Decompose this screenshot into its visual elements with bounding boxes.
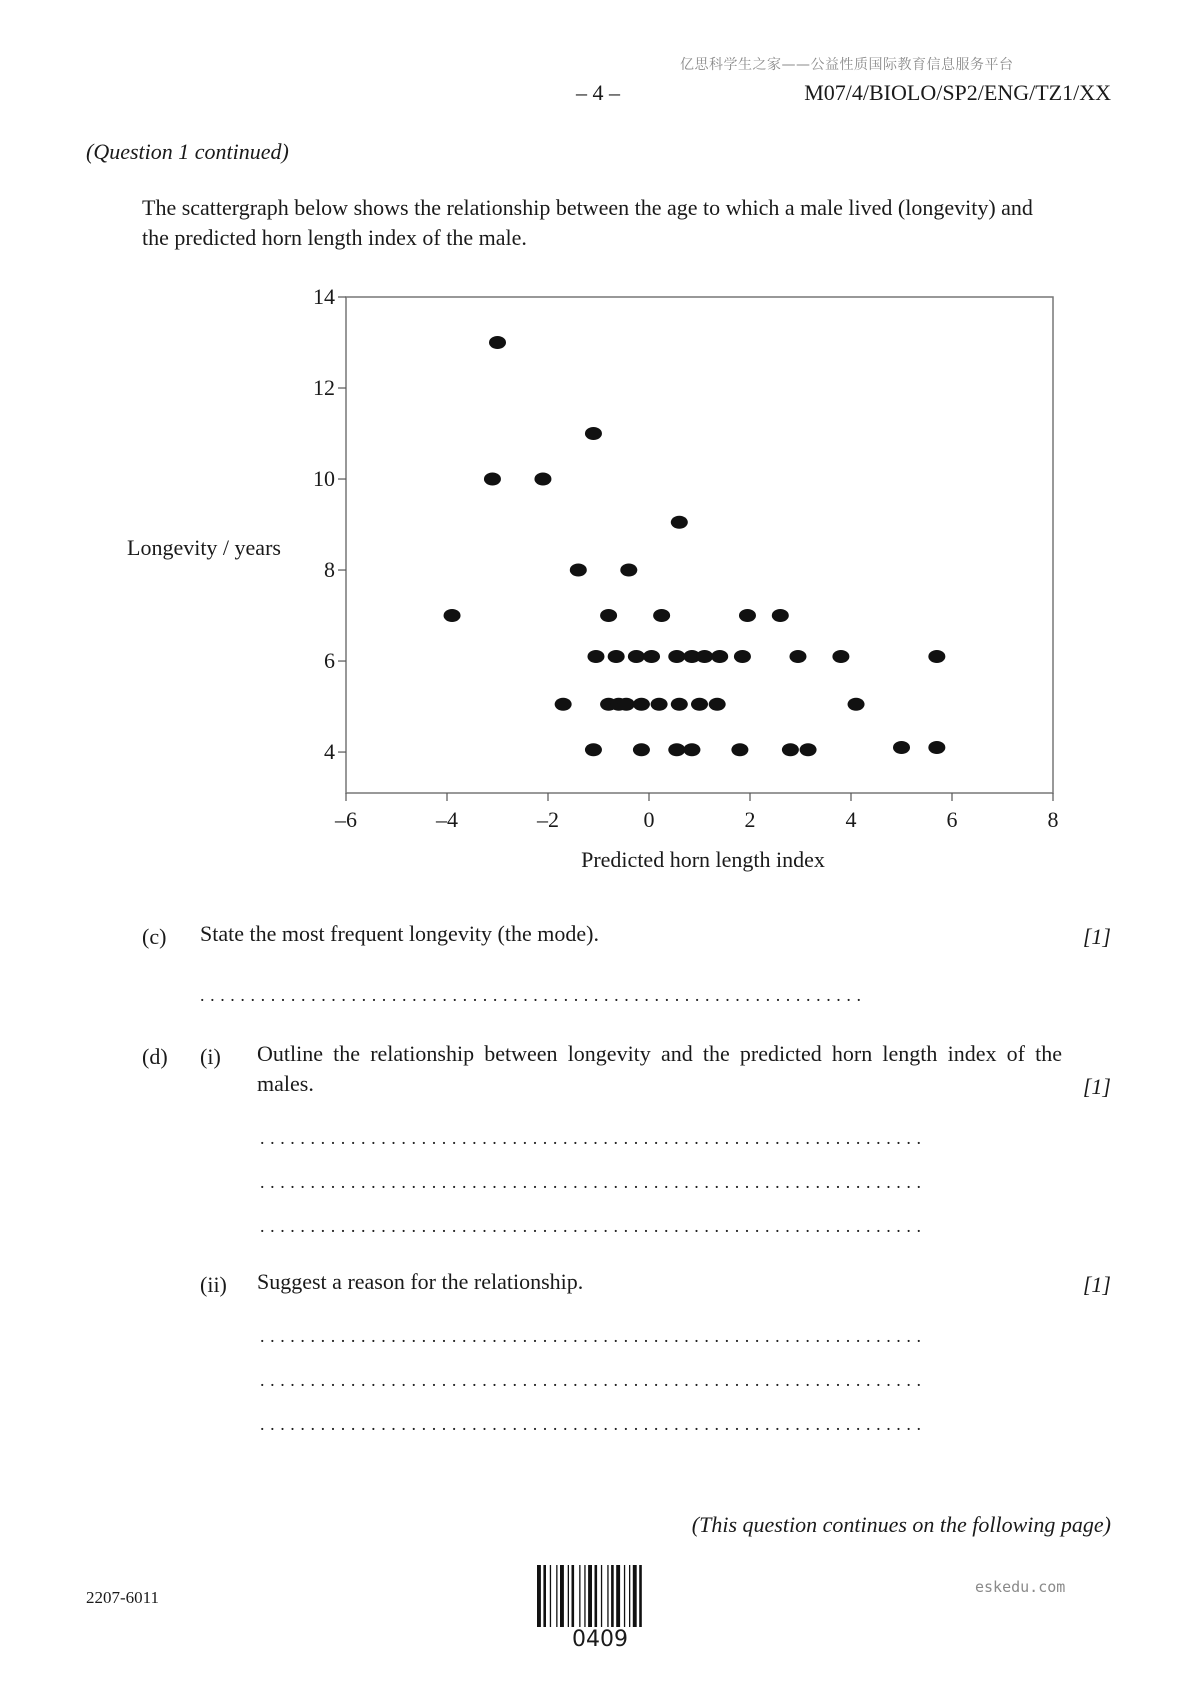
data-point <box>691 698 708 711</box>
data-points <box>444 336 946 756</box>
chart-x-label: Predicted horn length index <box>581 847 825 872</box>
data-point <box>608 650 625 663</box>
question-d-ii-marks: [1] <box>1082 1272 1111 1297</box>
answer-line-d-i-3[interactable]: .................................................................. <box>260 1216 927 1236</box>
barcode-number: 0409 <box>572 1627 628 1652</box>
data-point <box>643 650 660 663</box>
data-point <box>620 564 637 577</box>
data-point <box>928 650 945 663</box>
answer-line-d-ii-3[interactable]: .................................................................. <box>260 1414 927 1434</box>
data-point <box>731 743 748 756</box>
answer-line-d-i-1[interactable]: .................................................................. <box>260 1128 927 1148</box>
data-point <box>484 473 501 486</box>
document-number: 2207-6011 <box>86 1588 160 1607</box>
answer-line-d-i-2[interactable]: .................................................................. <box>260 1172 927 1192</box>
question-d-ii-numeral: (ii) <box>200 1272 227 1297</box>
data-point <box>570 564 587 577</box>
data-point <box>789 650 806 663</box>
y-tick-label: 4 <box>324 739 335 765</box>
data-point <box>444 609 461 622</box>
x-tick-label: 2 <box>744 807 756 832</box>
data-point <box>683 743 700 756</box>
data-point <box>628 650 645 663</box>
answer-line-d-ii-1[interactable]: .................................................................. <box>260 1326 927 1346</box>
data-point <box>711 650 728 663</box>
answer-line-d-ii-2[interactable]: .................................................................. <box>260 1370 927 1390</box>
answer-line-c[interactable]: .................................................................. <box>200 985 867 1005</box>
data-point <box>585 743 602 756</box>
site-url: eskedu.com <box>975 1578 1066 1596</box>
y-axis <box>313 284 346 764</box>
barcode-icon <box>535 1565 670 1631</box>
page-number: – 4 – <box>576 80 620 105</box>
continues-note: (This question continues on the following page) <box>691 1512 1111 1537</box>
data-point <box>782 743 799 756</box>
data-point <box>633 698 650 711</box>
data-point <box>709 698 726 711</box>
question-c-marks: [1] <box>1082 924 1111 949</box>
data-point <box>587 650 604 663</box>
x-tick-label: –4 <box>436 807 458 832</box>
x-axis <box>334 793 1059 832</box>
data-point <box>671 516 688 529</box>
data-point <box>800 743 817 756</box>
data-point <box>893 741 910 754</box>
data-point <box>848 698 865 711</box>
data-point <box>772 609 789 622</box>
intro-paragraph: The scattergraph below shows the relationship between the age to which a male lived (longevity) and the predicted horn length index of the male. <box>142 195 1033 250</box>
data-point <box>653 609 670 622</box>
data-point <box>928 741 945 754</box>
continued-label: (Question 1 continued) <box>86 139 289 164</box>
data-point <box>696 650 713 663</box>
data-point <box>555 698 572 711</box>
x-tick-label: 6 <box>946 807 958 832</box>
x-tick-label: 8 <box>1047 807 1059 832</box>
data-point <box>651 698 668 711</box>
x-tick-label: 4 <box>845 807 857 832</box>
x-tick-label: –6 <box>335 807 357 832</box>
plot-frame <box>346 297 1053 793</box>
x-tick-label: –2 <box>537 807 559 832</box>
data-point <box>668 650 685 663</box>
data-point <box>600 609 617 622</box>
x-tick-label: 0 <box>643 807 655 832</box>
chart-y-label: Longevity / years <box>127 535 281 560</box>
data-point <box>832 650 849 663</box>
y-tick-label: 12 <box>313 375 335 401</box>
y-tick-label: 10 <box>313 466 335 492</box>
data-point <box>534 473 551 486</box>
data-point <box>633 743 650 756</box>
y-tick-label: 6 <box>324 648 335 674</box>
question-d-ii-text: Suggest a reason for the relationship. <box>257 1269 584 1294</box>
data-point <box>739 609 756 622</box>
question-d-i-numeral: (i) <box>200 1044 221 1069</box>
data-point <box>668 743 685 756</box>
question-d-i-text: Outline the relationship between longevity and the predicted horn length index of the males. <box>257 1041 1062 1096</box>
y-tick-label: 14 <box>313 284 335 309</box>
question-c-text: State the most frequent longevity (the mode). <box>200 921 599 946</box>
y-tick-label: 8 <box>324 557 335 583</box>
data-point <box>734 650 751 663</box>
data-point <box>671 698 688 711</box>
question-d-letter: (d) <box>142 1044 168 1069</box>
question-d-i-marks: [1] <box>1082 1074 1111 1099</box>
data-point <box>585 427 602 440</box>
watermark-text: 亿思科学生之家——公益性质国际教育信息服务平台 <box>680 57 1014 73</box>
data-point <box>489 336 506 349</box>
data-point <box>618 698 635 711</box>
question-c-letter: (c) <box>142 924 167 949</box>
paper-code: M07/4/BIOLO/SP2/ENG/TZ1/XX <box>804 80 1111 105</box>
